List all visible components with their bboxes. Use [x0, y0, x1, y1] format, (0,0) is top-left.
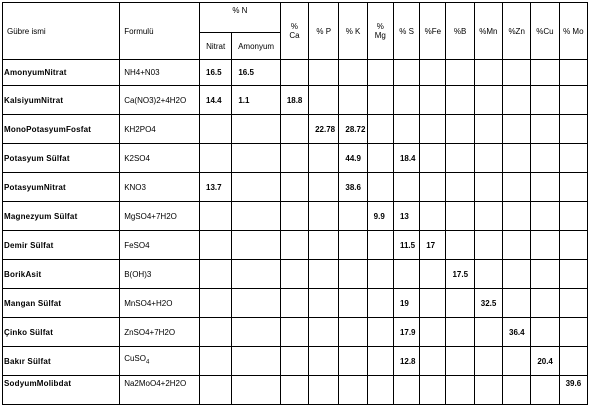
- value-mo: [559, 86, 587, 115]
- value-mg: [367, 60, 393, 86]
- value-amonyum: [232, 318, 280, 347]
- value-s: 17.9: [393, 318, 419, 347]
- value-mn: [474, 202, 502, 231]
- fertilizer-formula: [120, 376, 200, 405]
- fertilizer-formula: [120, 202, 200, 231]
- value-mo: [559, 144, 587, 173]
- value-amonyum: [232, 144, 280, 173]
- value-cu: [531, 144, 559, 173]
- formula-text: KH2PO4: [124, 124, 156, 134]
- value-amonyum: [232, 202, 280, 231]
- value-amonyum: [232, 376, 280, 405]
- table-row: [3, 347, 588, 376]
- value-s: 11.5: [393, 231, 419, 260]
- value-k: 38.6: [339, 173, 367, 202]
- table-row: [3, 202, 588, 231]
- value-fe: 17: [420, 231, 446, 260]
- value-ca: [280, 376, 308, 405]
- value-nitrat: [200, 202, 232, 231]
- value-nitrat: 13.7: [200, 173, 232, 202]
- value-p: [309, 60, 339, 86]
- fertilizer-formula: [120, 289, 200, 318]
- table-row: [3, 260, 588, 289]
- value-s: [393, 60, 419, 86]
- value-p: [309, 144, 339, 173]
- fertilizer-formula: [120, 86, 200, 115]
- table-row: [3, 115, 588, 144]
- value-mo: [559, 318, 587, 347]
- value-mo: [559, 173, 587, 202]
- value-k: [339, 86, 367, 115]
- fertilizer-name: KalsiyumNitrat: [3, 86, 120, 115]
- value-b: 17.5: [446, 260, 474, 289]
- value-mo: [559, 260, 587, 289]
- value-mo: [559, 202, 587, 231]
- header-n-label: % N: [232, 6, 248, 15]
- table-row: [3, 231, 588, 260]
- value-p: [309, 289, 339, 318]
- value-s: 19: [393, 289, 419, 318]
- value-mo: [559, 289, 587, 318]
- value-mn: [474, 260, 502, 289]
- header-nitrat: [200, 33, 232, 60]
- value-p: [309, 173, 339, 202]
- value-k: [339, 376, 367, 405]
- formula-text: Ca(NO3)2+4H2O: [124, 95, 187, 105]
- value-b: [446, 115, 474, 144]
- header-mg: [367, 3, 393, 60]
- value-s: 12.8: [393, 347, 419, 376]
- value-nitrat: [200, 347, 232, 376]
- value-amonyum: [232, 231, 280, 260]
- fertilizer-formula: [120, 173, 200, 202]
- value-mo: [559, 231, 587, 260]
- value-s: [393, 115, 419, 144]
- value-k: [339, 231, 367, 260]
- value-b: [446, 347, 474, 376]
- header-mo-label: % Mo: [563, 26, 584, 36]
- value-amonyum: [232, 115, 280, 144]
- value-ca: [280, 173, 308, 202]
- fertilizer-name: Demir Sülfat: [3, 231, 120, 260]
- value-s: 13: [393, 202, 419, 231]
- fertilizer-name: Bakır Sülfat: [3, 347, 120, 376]
- header-ca-pct: %: [290, 22, 299, 31]
- header-row-top: [3, 3, 588, 33]
- value-ca: [280, 60, 308, 86]
- value-ca: [280, 231, 308, 260]
- value-cu: [531, 318, 559, 347]
- value-mn: [474, 231, 502, 260]
- formula-text: B(OH)3: [124, 269, 152, 279]
- header-nitrat-label: Nitrat: [206, 41, 226, 51]
- value-zn: [503, 347, 531, 376]
- value-mn: [474, 318, 502, 347]
- header-mg-pct: %: [376, 22, 384, 31]
- header-s: [393, 3, 419, 60]
- header-p-label: % P: [316, 26, 332, 36]
- table-row: [3, 376, 588, 405]
- header-p: [309, 3, 339, 60]
- formula-text: MnSO4+H2O: [124, 298, 173, 308]
- table-row: [3, 144, 588, 173]
- value-zn: [503, 60, 531, 86]
- value-zn: [503, 260, 531, 289]
- value-zn: [503, 173, 531, 202]
- value-b: [446, 60, 474, 86]
- value-s: [393, 173, 419, 202]
- value-cu: [531, 115, 559, 144]
- value-amonyum: [232, 347, 280, 376]
- table-row: [3, 86, 588, 115]
- value-fe: [420, 202, 446, 231]
- value-nitrat: [200, 260, 232, 289]
- value-nitrat: [200, 144, 232, 173]
- value-ca: [280, 144, 308, 173]
- header-mo: [559, 3, 587, 60]
- fertilizer-formula: [120, 231, 200, 260]
- value-mg: [367, 86, 393, 115]
- value-mg: 9.9: [367, 202, 393, 231]
- value-nitrat: [200, 289, 232, 318]
- value-ca: 18.8: [280, 86, 308, 115]
- formula-subscript: 4: [145, 359, 150, 366]
- value-mg: [367, 347, 393, 376]
- header-gubre-label: Gübre ismi: [7, 26, 46, 36]
- value-amonyum: [232, 260, 280, 289]
- value-zn: [503, 231, 531, 260]
- header-b-label: %B: [453, 26, 467, 36]
- value-ca: [280, 318, 308, 347]
- fertilizer-table: [2, 2, 588, 405]
- value-nitrat: [200, 376, 232, 405]
- value-p: [309, 318, 339, 347]
- value-mg: [367, 260, 393, 289]
- value-mg: [367, 318, 393, 347]
- value-zn: 36.4: [503, 318, 531, 347]
- formula-text: KNO3: [124, 182, 146, 192]
- value-fe: [420, 144, 446, 173]
- value-p: [309, 376, 339, 405]
- value-nitrat: [200, 318, 232, 347]
- table-row: [3, 318, 588, 347]
- value-s: [393, 86, 419, 115]
- fertilizer-name: Çinko Sülfat: [3, 318, 120, 347]
- fertilizer-name: BorikAsit: [3, 260, 120, 289]
- value-s: [393, 376, 419, 405]
- fertilizer-formula: [120, 260, 200, 289]
- fertilizer-name: SodyumMolibdat: [3, 376, 120, 405]
- header-mg-label: Mg: [374, 31, 386, 40]
- value-cu: [531, 86, 559, 115]
- value-b: [446, 86, 474, 115]
- value-k: [339, 60, 367, 86]
- header-zn: [503, 3, 531, 60]
- value-k: 28.72: [339, 115, 367, 144]
- header-ca-label: Ca: [289, 31, 300, 40]
- header-amonyum: [232, 33, 280, 60]
- value-p: 22.78: [309, 115, 339, 144]
- fertilizer-formula: [120, 347, 200, 376]
- header-k-label: % K: [345, 26, 361, 36]
- value-k: [339, 318, 367, 347]
- value-ca: [280, 289, 308, 318]
- value-cu: [531, 60, 559, 86]
- fertilizer-name: Mangan Sülfat: [3, 289, 120, 318]
- value-k: [339, 347, 367, 376]
- value-nitrat: [200, 115, 232, 144]
- value-k: [339, 202, 367, 231]
- value-mo: [559, 347, 587, 376]
- formula-text: K2SO4: [124, 153, 150, 163]
- value-ca: [280, 347, 308, 376]
- value-p: [309, 231, 339, 260]
- value-fe: [420, 115, 446, 144]
- value-zn: [503, 376, 531, 405]
- value-fe: [420, 318, 446, 347]
- header-s-label: % S: [399, 26, 414, 36]
- value-p: [309, 347, 339, 376]
- value-cu: [531, 376, 559, 405]
- value-b: [446, 376, 474, 405]
- value-amonyum: 1.1: [232, 86, 280, 115]
- value-zn: [503, 144, 531, 173]
- value-fe: [420, 376, 446, 405]
- value-mg: [367, 376, 393, 405]
- value-ca: [280, 260, 308, 289]
- value-mg: [367, 231, 393, 260]
- value-b: [446, 318, 474, 347]
- value-mn: [474, 144, 502, 173]
- header-gubre-ismi: [3, 3, 120, 60]
- value-mn: [474, 347, 502, 376]
- value-cu: [531, 202, 559, 231]
- fertilizer-name: Magnezyum Sülfat: [3, 202, 120, 231]
- value-p: [309, 260, 339, 289]
- value-fe: [420, 60, 446, 86]
- formula-text: ZnSO4+7H2O: [124, 327, 176, 337]
- value-b: [446, 173, 474, 202]
- value-mn: [474, 376, 502, 405]
- value-s: [393, 260, 419, 289]
- value-fe: [420, 86, 446, 115]
- value-ca: [280, 202, 308, 231]
- header-b: [446, 3, 474, 60]
- header-fe: [420, 3, 446, 60]
- value-mn: [474, 86, 502, 115]
- value-cu: [531, 173, 559, 202]
- value-mo: 39.6: [559, 376, 587, 405]
- formula-text: Na2MoO4+2H2O: [124, 379, 187, 388]
- value-b: [446, 202, 474, 231]
- value-mn: [474, 60, 502, 86]
- header-n-group: [200, 3, 281, 33]
- value-cu: [531, 260, 559, 289]
- header-mn: [474, 3, 502, 60]
- value-cu: [531, 231, 559, 260]
- value-amonyum: 16.5: [232, 60, 280, 86]
- value-zn: [503, 289, 531, 318]
- table-row: [3, 289, 588, 318]
- table-row: [3, 60, 588, 86]
- header-mn-label: %Mn: [479, 26, 498, 36]
- value-fe: [420, 173, 446, 202]
- fertilizer-formula: [120, 115, 200, 144]
- formula-text: NH4+N03: [124, 68, 160, 77]
- value-k: [339, 289, 367, 318]
- value-mn: [474, 115, 502, 144]
- value-b: [446, 231, 474, 260]
- value-k: [339, 260, 367, 289]
- value-amonyum: [232, 173, 280, 202]
- fertilizer-name: PotasyumNitrat: [3, 173, 120, 202]
- fertilizer-formula: [120, 144, 200, 173]
- value-mo: [559, 115, 587, 144]
- value-mg: [367, 115, 393, 144]
- value-mo: [559, 60, 587, 86]
- value-k: 44.9: [339, 144, 367, 173]
- value-s: 18.4: [393, 144, 419, 173]
- value-cu: 20.4: [531, 347, 559, 376]
- header-cu: [531, 3, 559, 60]
- fertilizer-name: MonoPotasyumFosfat: [3, 115, 120, 144]
- table-row: [3, 173, 588, 202]
- value-fe: [420, 260, 446, 289]
- formula-text: MgSO4+7H2O: [124, 211, 177, 221]
- fertilizer-name: AmonyumNitrat: [3, 60, 120, 86]
- value-b: [446, 144, 474, 173]
- formula-text: FeSO4: [124, 240, 150, 250]
- value-ca: [280, 115, 308, 144]
- value-mn: 32.5: [474, 289, 502, 318]
- value-p: [309, 202, 339, 231]
- value-fe: [420, 289, 446, 318]
- header-cu-label: %Cu: [536, 26, 554, 36]
- fertilizer-formula: [120, 60, 200, 86]
- value-mg: [367, 289, 393, 318]
- value-p: [309, 86, 339, 115]
- header-formulu: [120, 3, 200, 60]
- value-amonyum: [232, 289, 280, 318]
- header-formul-label: Formulü: [124, 26, 154, 36]
- header-amonyum-label: Amonyum: [238, 41, 275, 51]
- header-k: [339, 3, 367, 60]
- value-zn: [503, 115, 531, 144]
- header-zn-label: %Zn: [508, 26, 525, 36]
- value-zn: [503, 86, 531, 115]
- fertilizer-formula: [120, 318, 200, 347]
- value-zn: [503, 202, 531, 231]
- value-mg: [367, 173, 393, 202]
- value-nitrat: 14.4: [200, 86, 232, 115]
- value-nitrat: [200, 231, 232, 260]
- value-mg: [367, 144, 393, 173]
- value-b: [446, 289, 474, 318]
- value-nitrat: 16.5: [200, 60, 232, 86]
- fertilizer-name: Potasyum Sülfat: [3, 144, 120, 173]
- header-fe-label: %Fe: [424, 26, 442, 36]
- value-cu: [531, 289, 559, 318]
- formula-text: CuSO: [124, 354, 146, 364]
- value-mn: [474, 173, 502, 202]
- value-fe: [420, 347, 446, 376]
- header-ca: [280, 3, 308, 60]
